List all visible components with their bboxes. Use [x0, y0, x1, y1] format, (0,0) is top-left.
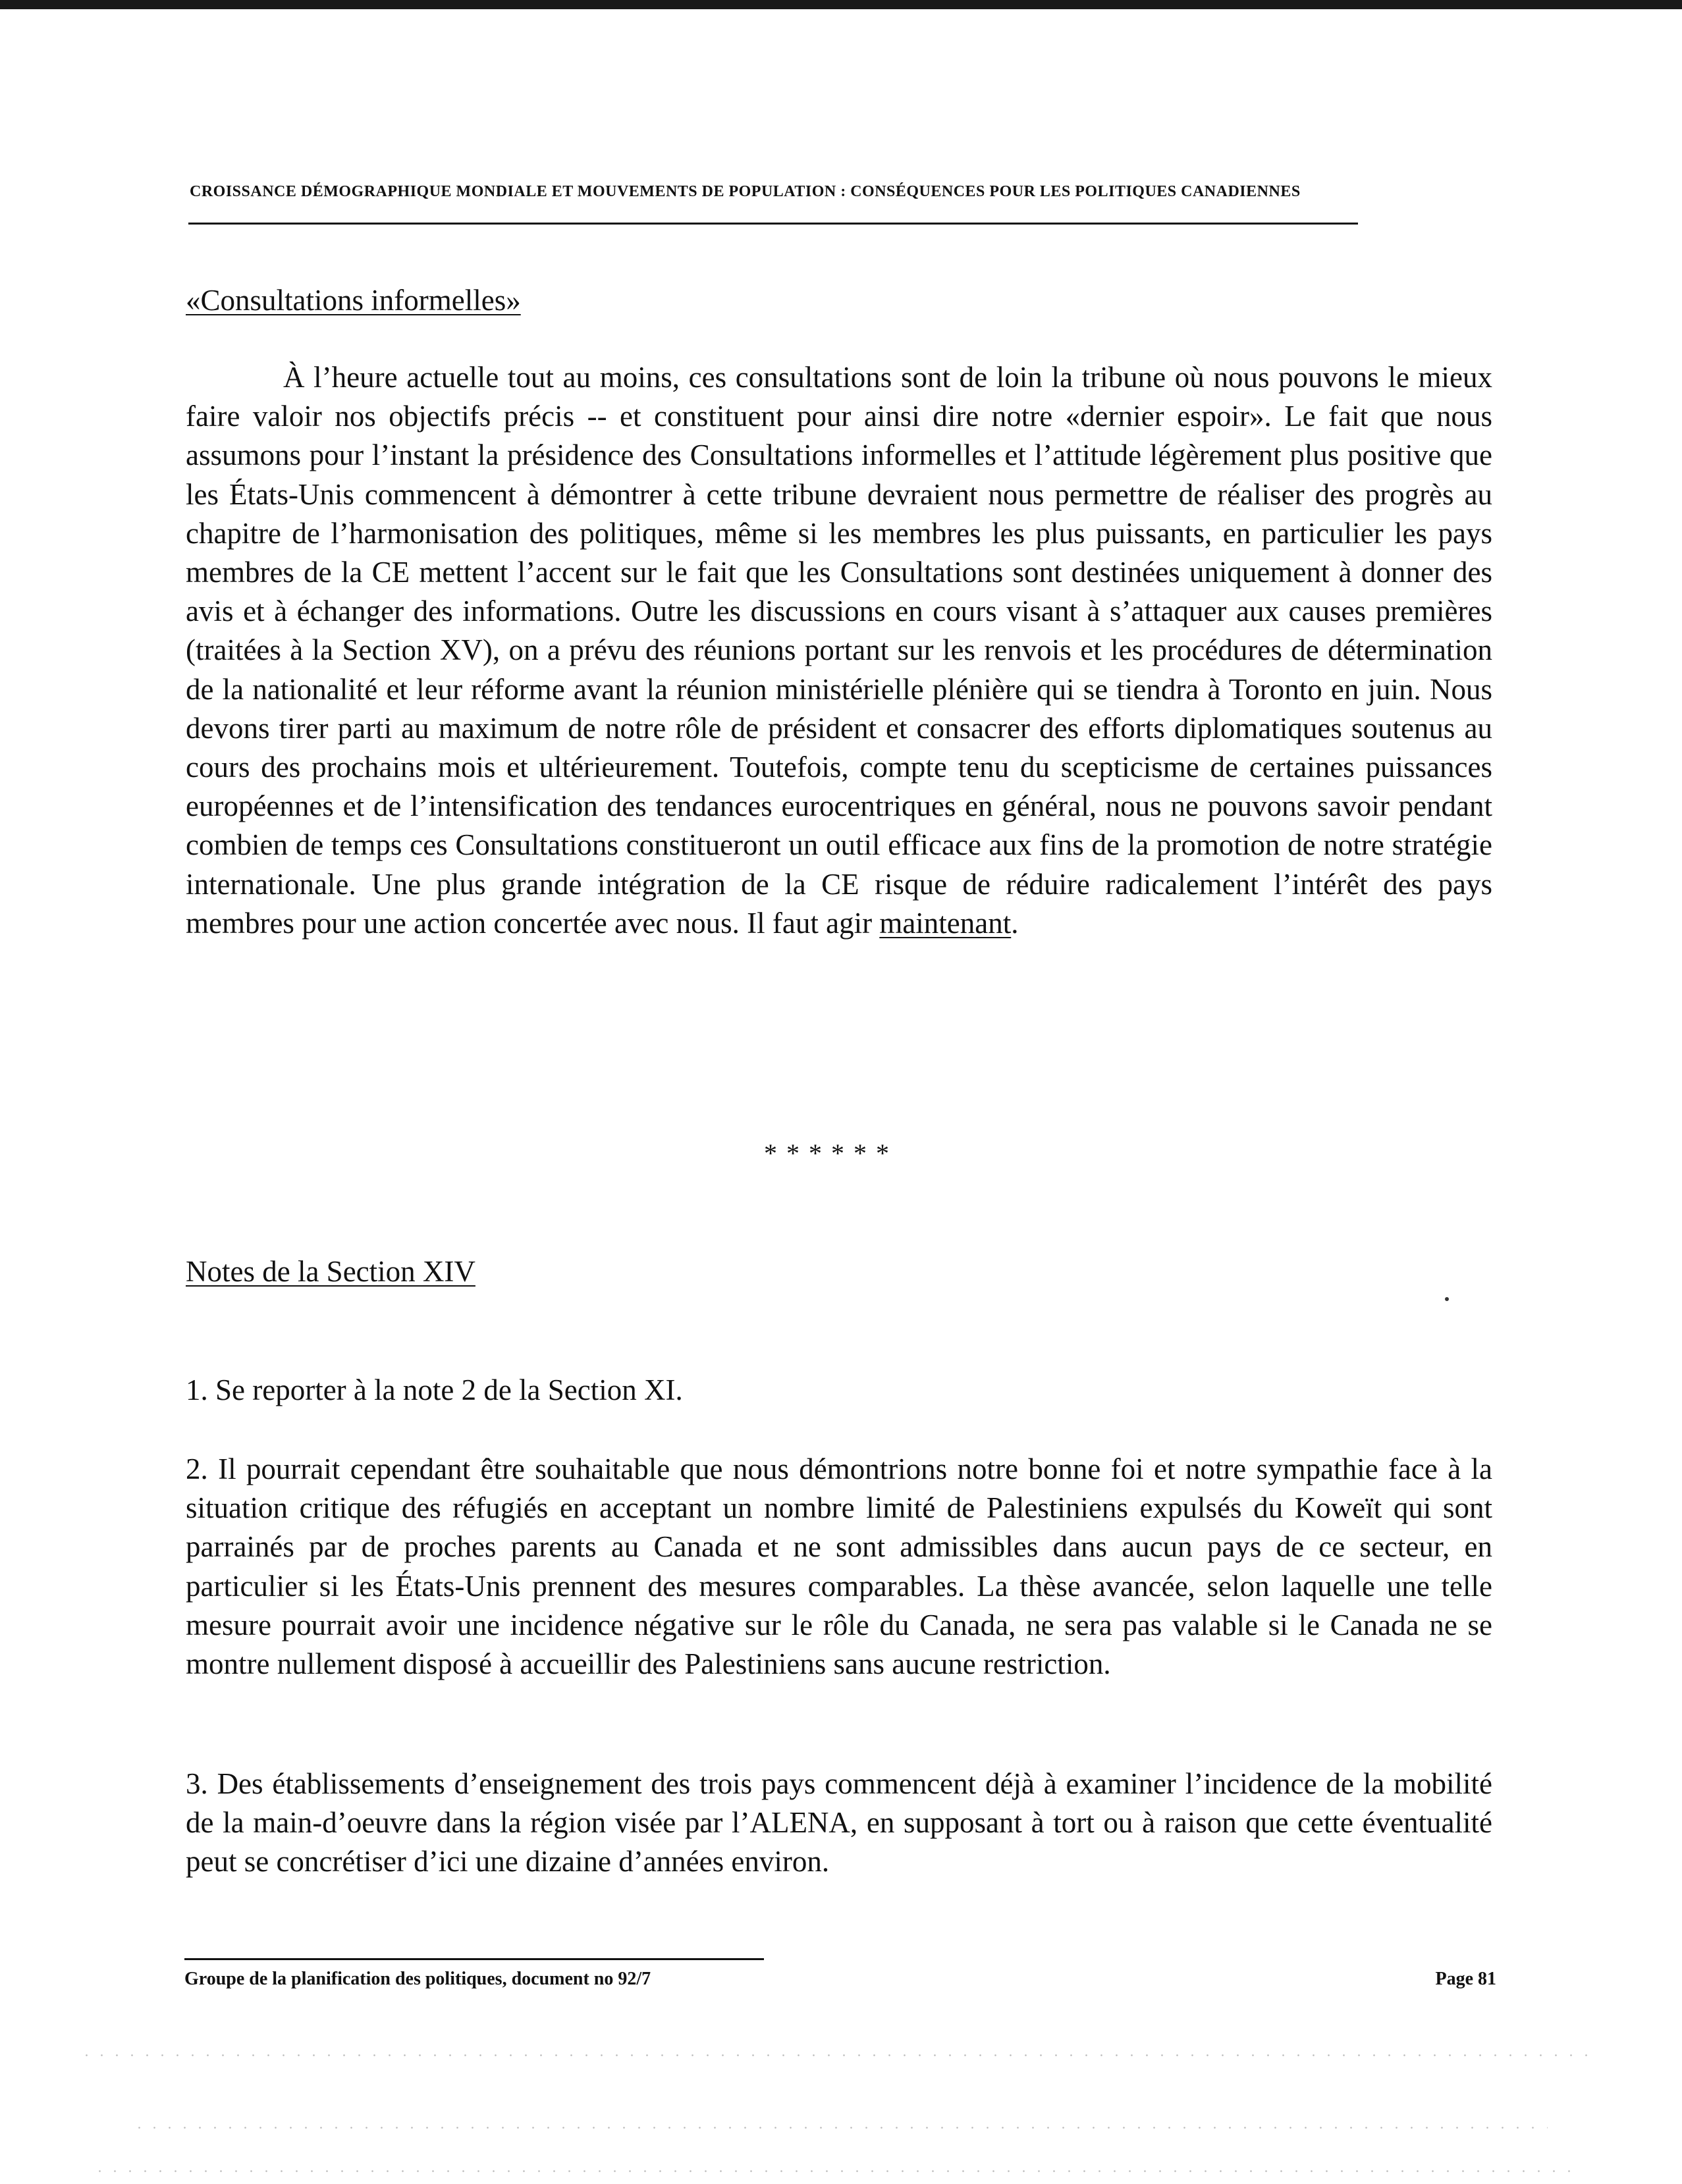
scan-noise: [132, 2127, 1548, 2129]
running-header: CROISSANCE DÉMOGRAPHIQUE MONDIALE ET MOUVEMENTS DE POPULATION : CONSÉQUENCES POUR LES POLITIQUES CANADIENNES: [190, 183, 1301, 200]
section-heading-notes: Notes de la Section XIV: [186, 1255, 475, 1288]
footer-page-number: Page 81: [1435, 1969, 1496, 1989]
emphasis-maintenant: maintenant: [879, 906, 1012, 940]
scan-top-edge: [0, 0, 1682, 9]
footer-rule: [184, 1958, 764, 1960]
paragraph-consultations-end: .: [1011, 906, 1019, 940]
section-heading-consultations: «Consultations informelles»: [186, 284, 521, 317]
footer-document-label: Groupe de la planification des politiques, document no 92/7: [184, 1969, 651, 1989]
scan-noise: [79, 2054, 1594, 2056]
paragraph-consultations: [186, 358, 1492, 943]
section-separator: ******: [764, 1138, 898, 1168]
paragraph-consultations-text: À l’heure actuelle tout au moins, ces consultations sont de loin la tribune où nous pouvons le mieux faire valoir nos objectifs précis -- et constituent pour ainsi dire notre «dernier espoir». Le fait que nous assumons pour l’instant la présidence des Consultations informelles et l’attitude légèrement plus positive que les États-Unis commencent à démontrer à cette tribune devraient nous permettre de réaliser des progrès au chapitre de l’harmonisation des politiques, même si les membres les plus puissants, en particulier les pays membres de la CE mettent l’accent sur le fait que les Consultations sont destinées uniquement à donner des avis et à échanger des informations. Outre les discussions en cours visant à s’attaquer aux causes premières (traitées à la Section XV), on a prévu des réunions portant sur les renvois et les procédures de détermination de la nationalité et leur réforme avant la réunion ministérielle plénière qui se tiendra à Toronto en juin. Nous devons tirer parti au maximum de notre rôle de président et consacrer des efforts diplomatiques soutenus au cours des prochains mois et ultérieurement. Toutefois, compte tenu du scepticisme de certaines puissances européennes et de l’intensification des tendances eurocentriques en général, nous ne pouvons savoir pendant combien de temps ces Consultations constitueront un outil efficace aux fins de la promotion de notre stratégie internationale. Une plus grande intégration de la CE risque de réduire radicalement l’intérêt des pays membres pour une action concertée avec nous. Il faut agir: [186, 361, 1492, 940]
header-rule: [188, 223, 1358, 225]
note-2: 2. Il pourrait cependant être souhaitable que nous démontrions notre bonne foi et notre sympathie face à la situation critique des réfugiés en acceptant un nombre limité de Palestiniens expulsés du Koweït qui sont parrainés par de proches parents au Canada et ne sont admissibles dans aucun pays de ce secteur, en particulier si les États-Unis prennent des mesures comparables. La thèse avancée, selon laquelle une telle mesure pourrait avoir une incidence négative sur le rôle du Canada, ne sera pas valable si le Canada ne se montre nullement disposé à accueillir des Palestiniens sans aucune restriction.: [186, 1452, 1492, 1681]
scan-speck: [1445, 1297, 1449, 1301]
scan-noise: [92, 2170, 1581, 2172]
note-1: 1. Se reporter à la note 2 de la Section XI.: [186, 1373, 683, 1406]
note-3: 3. Des établissements d’enseignement des trois pays commencent déjà à examiner l’incidence de la mobilité de la main-d’oeuvre dans la région visée par l’ALENA, en supposant à tort ou à raison que cette éventualité peut se concrétiser d’ici une dizaine d’années environ.: [186, 1767, 1492, 1878]
